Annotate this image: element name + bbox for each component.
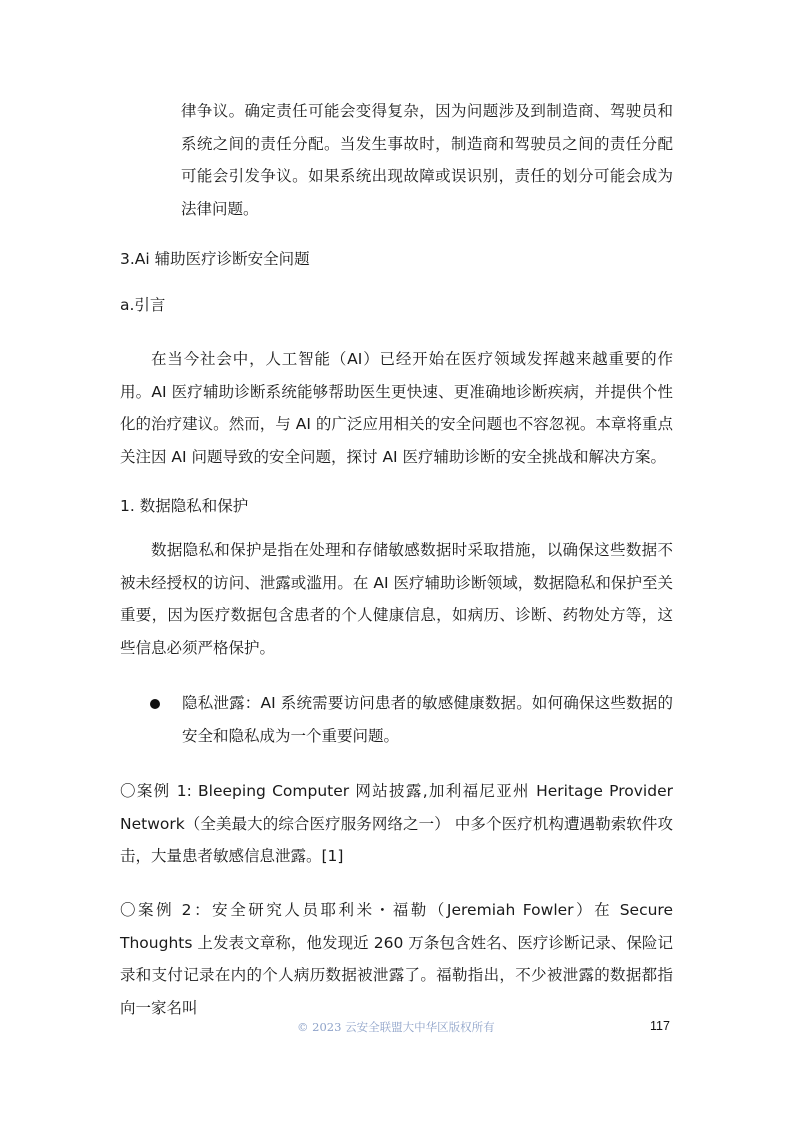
page-footer [0, 1019, 793, 1039]
intro-paragraph: 在当今社会中，人工智能（AI）已经开始在医疗领域发挥越来越重要的作用。AI 医疗辅助诊断系统能够帮助医生更快速、更准确地诊断疾病，并提供个性化的治疗建议。然而，与 AI 的广泛应用相关的安全问题也不容忽视。本章将重点关注因 AI 问题导致的安全问题，探讨 AI 医疗辅助诊断的安全挑战和解决方案。 [120, 350, 673, 466]
bullet-list-item [120, 687, 673, 752]
bullet-dot-icon [150, 699, 160, 709]
case-2-paragraph: 〇案例 2：安全研究人员耶利米・福勒（Jeremiah Fowler）在 Secure Thoughts 上发表文章称，他发现近 260 万条包含姓名、医疗诊断记录、保险记录和支付记录在内的个人病历数据被泄露了。福勒指出，不少被泄露的数据都指向一家名叫 [120, 901, 673, 1017]
continuation-paragraph: 律争议。确定责任可能会变得复杂，因为问题涉及到制造商、驾驶员和系统之间的责任分配。当发生事故时，制造商和驾驶员之间的责任分配可能会引发争议。如果系统出现故障或误识别，责任的划分可能会成为法律问题。 [181, 102, 673, 218]
section-heading: 3.Ai 辅助医疗诊断安全问题 [120, 250, 310, 268]
bullet-item-text: 隐私泄露：AI 系统需要访问患者的敏感健康数据。如何确保这些数据的安全和隐私成为一个重要问题。 [182, 694, 673, 745]
copyright-notice: © 2023 云安全联盟大中华区版权所有 [297, 1020, 495, 1034]
item-heading: 1. 数据隐私和保护 [120, 497, 249, 515]
privacy-paragraph: 数据隐私和保护是指在处理和存储敏感数据时采取措施，以确保这些数据不被未经授权的访问、泄露或滥用。在 AI 医疗辅助诊断领域，数据隐私和保护至关重要，因为医疗数据包含患者的个人健康信息，如病历、诊断、药物处方等，这些信息必须严格保护。 [120, 541, 673, 657]
subsection-heading: a.引言 [120, 296, 166, 314]
page-number: 117 [650, 1019, 670, 1033]
case-1-paragraph: 〇案例 1: Bleeping Computer 网站披露,加利福尼亚州 Heritage Provider Network（全美最大的综合医疗服务网络之一） 中多个医疗机构遭遇勒索软件攻击，大量患者敏感信息泄露。[1] [120, 782, 673, 865]
